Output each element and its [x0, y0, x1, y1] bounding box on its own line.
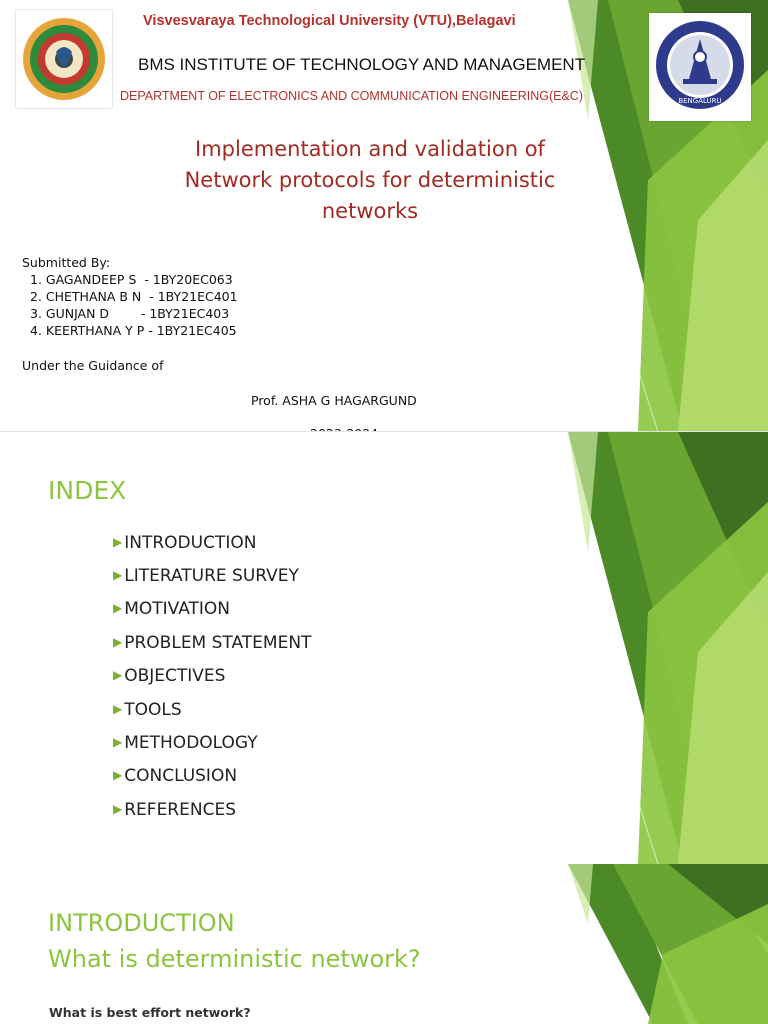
- triangle-bullet-icon: ▶: [113, 635, 123, 649]
- project-title: [150, 134, 590, 227]
- index-item: ▶ INTRODUCTION: [113, 533, 257, 553]
- index-item: ▶ TOOLS: [113, 700, 182, 720]
- team-member: 4. KEERTHANA Y P - 1BY21EC405: [30, 323, 237, 338]
- triangle-bullet-icon: ▶: [113, 735, 123, 749]
- team-member: 2. CHETHANA B N - 1BY21EC401: [30, 289, 238, 304]
- triangle-bullet-icon: ▶: [113, 568, 123, 582]
- index-item: ▶ METHODOLOGY: [113, 733, 258, 753]
- university-name: Visvesvaraya Technological University (VTU),Belagavi: [143, 13, 516, 29]
- vtu-logo: [16, 10, 112, 108]
- team-member: 3. GUNJAN D - 1BY21EC403: [30, 306, 230, 321]
- project-title-line: networks: [321, 199, 419, 223]
- introduction-slide: [0, 864, 768, 1024]
- guidance-label: Under the Guidance of: [22, 358, 164, 373]
- index-item: ▶ PROBLEM STATEMENT: [113, 633, 312, 653]
- index-item: ▶ REFERENCES: [113, 800, 236, 820]
- triangle-bullet-icon: ▶: [113, 802, 123, 816]
- index-item: ▶ LITERATURE SURVEY: [113, 566, 299, 586]
- bmsit-logo: [649, 13, 751, 121]
- project-title-line: Network protocols for deterministic: [184, 168, 556, 192]
- triangle-bullet-icon: ▶: [113, 601, 123, 615]
- index-item: ▶ MOTIVATION: [113, 599, 231, 619]
- index-item: ▶ CONCLUSION: [113, 766, 238, 786]
- green-facets-decoration: [568, 432, 768, 864]
- guide-name: Prof. ASHA G HAGARGUND: [251, 393, 417, 408]
- title-slide: [0, 0, 768, 432]
- triangle-bullet-icon: ▶: [113, 668, 123, 682]
- department-name: DEPARTMENT OF ELECTRONICS AND COMMUNICATION ENGINEERING(E&C): [120, 89, 584, 103]
- index-item: ▶ OBJECTIVES: [113, 666, 226, 686]
- best-effort-question: What is best effort network?: [49, 1005, 251, 1020]
- svg-text:BENGALURU: BENGALURU: [678, 97, 722, 105]
- bmsit-logo-icon: [653, 17, 747, 117]
- introduction-heading: INTRODUCTION: [48, 909, 235, 937]
- introduction-subheading: What is deterministic network?: [48, 945, 421, 973]
- index-heading: INDEX: [48, 476, 127, 505]
- green-facets-decoration: [568, 864, 768, 1024]
- submitted-by-label: Submitted By:: [22, 255, 111, 270]
- vtu-logo-icon: [21, 16, 107, 102]
- team-member: 1. GAGANDEEP S - 1BY20EC063: [30, 272, 233, 287]
- triangle-bullet-icon: ▶: [113, 702, 123, 716]
- triangle-bullet-icon: ▶: [113, 535, 123, 549]
- institute-name: BMS INSTITUTE OF TECHNOLOGY AND MANAGEMENT: [138, 55, 586, 74]
- project-title-line: Implementation and validation of: [195, 137, 545, 161]
- triangle-bullet-icon: ▶: [113, 768, 123, 782]
